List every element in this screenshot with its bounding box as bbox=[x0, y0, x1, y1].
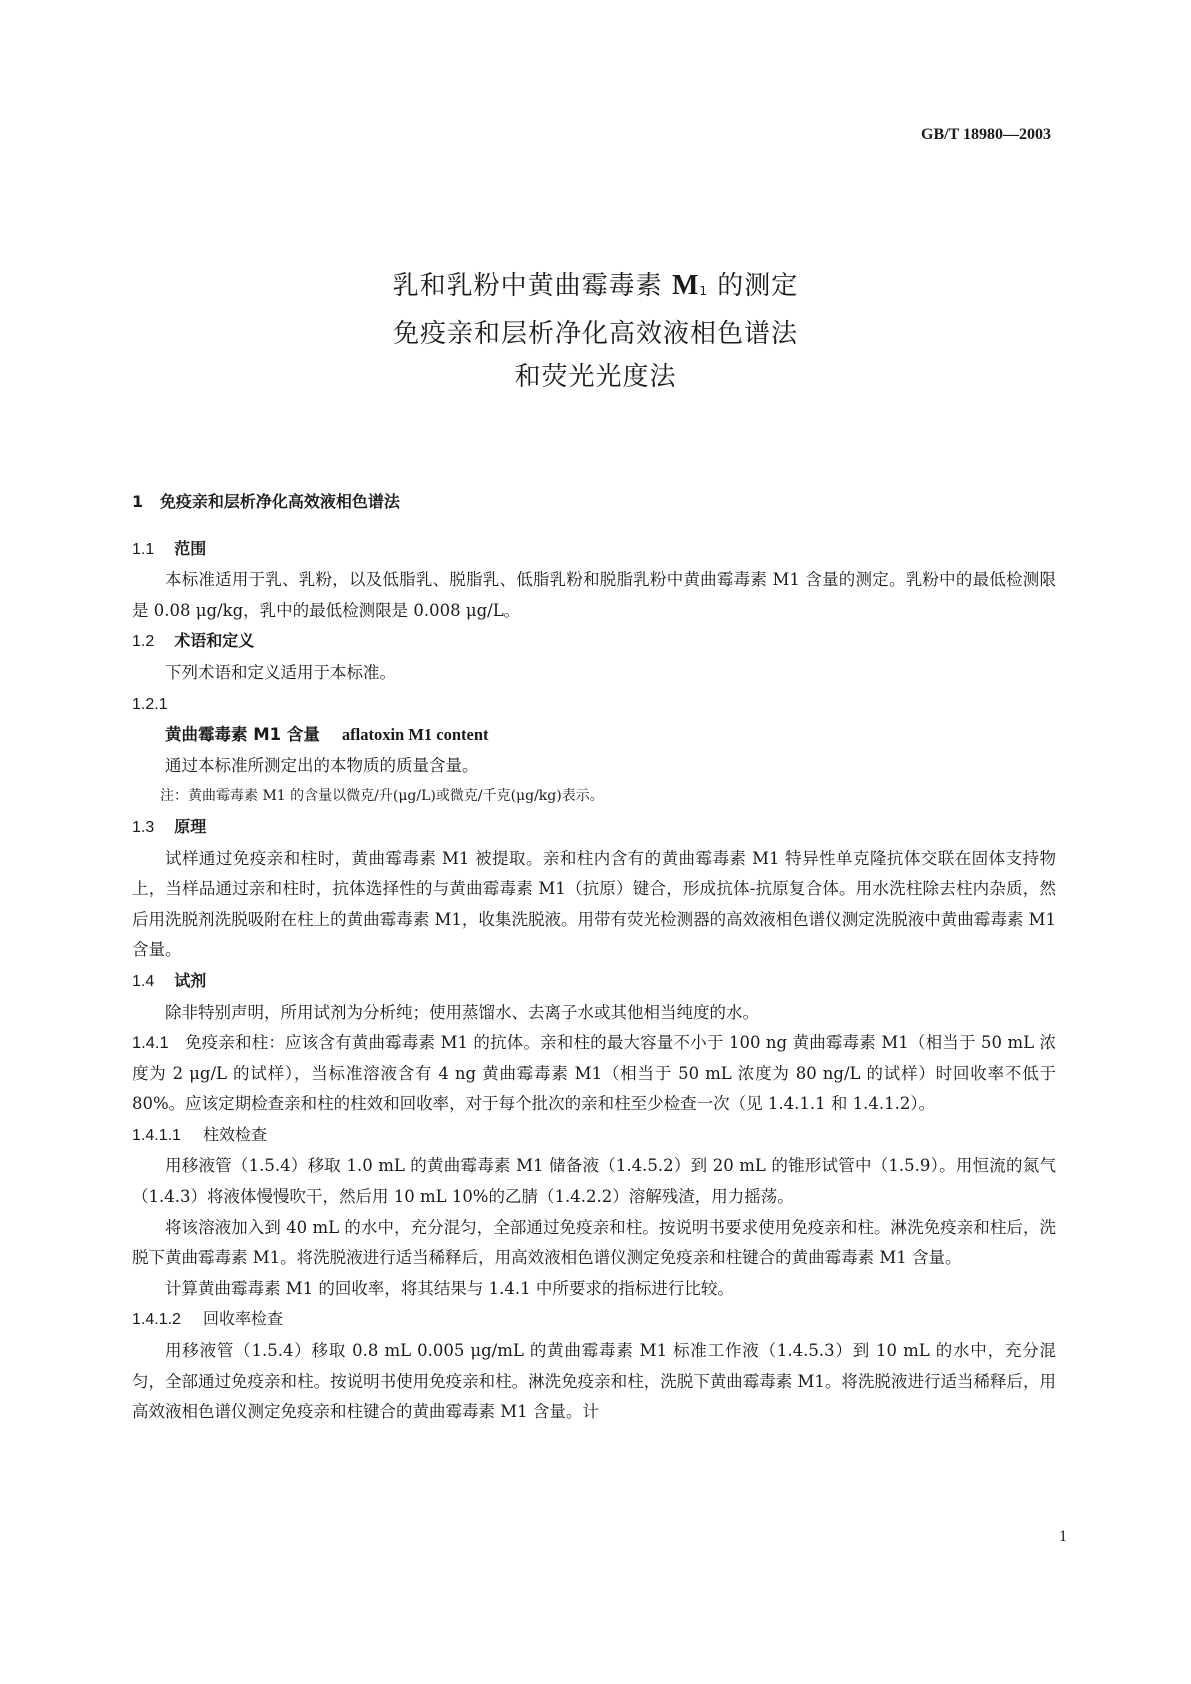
title-line-1: 乳和乳粉中黄曲霉毒素 M1 的测定 bbox=[392, 270, 799, 301]
section-1-heading: 1 免疫亲和层析净化高效液相色谱法 bbox=[132, 492, 400, 511]
note: 注：黄曲霉毒素 M1 的含量以微克/升(μg/L)或微克/千克(μg/kg)表示。 bbox=[160, 788, 604, 805]
section-1-3-heading: 1.3 原理 bbox=[132, 816, 207, 836]
paragraph: 除非特别声明，所用试剂为分析纯；使用蒸馏水、去离子水或其他相当纯度的水。 bbox=[165, 1002, 759, 1022]
section-1-4-heading: 1.4 试剂 bbox=[132, 970, 207, 990]
paragraph: 用移液管（1.5.4）移取 1.0 mL 的黄曲霉毒素 M1 储备液（1.4.5.2）到 20 mL 的锥形试管中（1.5.9）。用恒流的氮气（1.4.3）将液体慢慢吹干，然后用 10 mL 10%的乙腈（1.4.2.2）溶解残渣，用力摇荡。 bbox=[132, 1156, 1056, 1207]
paragraph: 试样通过免疫亲和柱时，黄曲霉毒素 M1 被提取。亲和柱内含有的黄曲霉毒素 M1 特异性单克隆抗体交联在固体支持物上，当样品通过亲和柱时，抗体选择性的与黄曲霉毒素 M1（抗原）键合，形成抗体-抗原复合体。用水洗柱除去柱内杂质，然后用洗脱剂洗脱吸附在柱上的黄曲霉毒素 M1，收集洗脱液。用带有荧光检测器的高效液相色谱仪测定洗脱液中黄曲霉毒素 M1 含量。 bbox=[132, 848, 1056, 960]
section-1-1-heading: 1.1 范围 bbox=[132, 538, 207, 558]
section-1-2-heading: 1.2 术语和定义 bbox=[132, 631, 255, 651]
paragraph: 将该溶液加入到 40 mL 的水中，充分混匀，全部通过免疫亲和柱。按说明书要求使用免疫亲和柱。淋洗免疫亲和柱后，洗脱下黄曲霉毒素 M1。将洗脱液进行适当稀释后，用高效液相色谱仪测定免疫亲和柱键合的黄曲霉毒素 M1 含量。 bbox=[132, 1217, 1056, 1268]
title-line-2: 免疫亲和层析净化高效液相色谱法 bbox=[392, 319, 798, 350]
document-title bbox=[0, 264, 1191, 399]
page-number: 1 bbox=[1059, 1528, 1067, 1545]
section-1-2-1-heading: 1.2.1 bbox=[132, 695, 168, 713]
document-body bbox=[132, 487, 1056, 1428]
section-1-4-1: 1.4.1 免疫亲和柱：应该含有黄曲霉毒素 M1 的抗体。亲和柱的最大容量不小于 100 ng 黄曲霉毒素 M1（相当于 50 mL 浓度为 2 μg/L 的试样），当标准溶液含有 4 ng 黄曲霉毒素 M1（相当于 50 mL 浓度为 80 ng/L 的试样）时回收率不低于 80%。应该定期检查亲和柱的柱效和回收率，对于每个批次的亲和柱至少检查一次（见 1.4.1.1 和 1.4.1.2）。 bbox=[132, 1033, 1056, 1114]
title-line-3: 和荧光光度法 bbox=[514, 362, 677, 393]
section-1-4-1-1-heading: 1.4.1.1 柱效检查 bbox=[132, 1124, 267, 1144]
section-1-4-1-2-heading: 1.4.1.2 回收率检查 bbox=[132, 1309, 283, 1329]
paragraph: 通过本标准所测定出的本物质的质量含量。 bbox=[165, 755, 479, 775]
paragraph: 本标准适用于乳、乳粉，以及低脂乳、脱脂乳、低脂乳粉和脱脂乳粉中黄曲霉毒素 M1 含量的测定。乳粉中的最低检测限是 0.08 μg/kg，乳中的最低检测限是 0.008 μg/L。 bbox=[132, 570, 1056, 620]
paragraph: 计算黄曲霉毒素 M1 的回收率，将其结果与 1.4.1 中所要求的指标进行比较。 bbox=[165, 1278, 734, 1298]
paragraph: 用移液管（1.5.4）移取 0.8 mL 0.005 μg/mL 的黄曲霉毒素 M1 标准工作液（1.4.5.3）到 10 mL 的水中，充分混匀，全部通过免疫亲和柱。按说明书使用免疫亲和柱。淋洗免疫亲和柱，洗脱下黄曲霉毒素 M1。将洗脱液进行适当稀释后，用高效液相色谱仪测定免疫亲和柱键合的黄曲霉毒素 M1 含量。计 bbox=[132, 1341, 1056, 1422]
standard-code: GB/T 18980—2003 bbox=[921, 126, 1051, 143]
paragraph: 下列术语和定义适用于本标准。 bbox=[165, 662, 396, 682]
term-definition: 黄曲霉毒素 M1 含量 aflatoxin M1 content bbox=[165, 725, 489, 745]
